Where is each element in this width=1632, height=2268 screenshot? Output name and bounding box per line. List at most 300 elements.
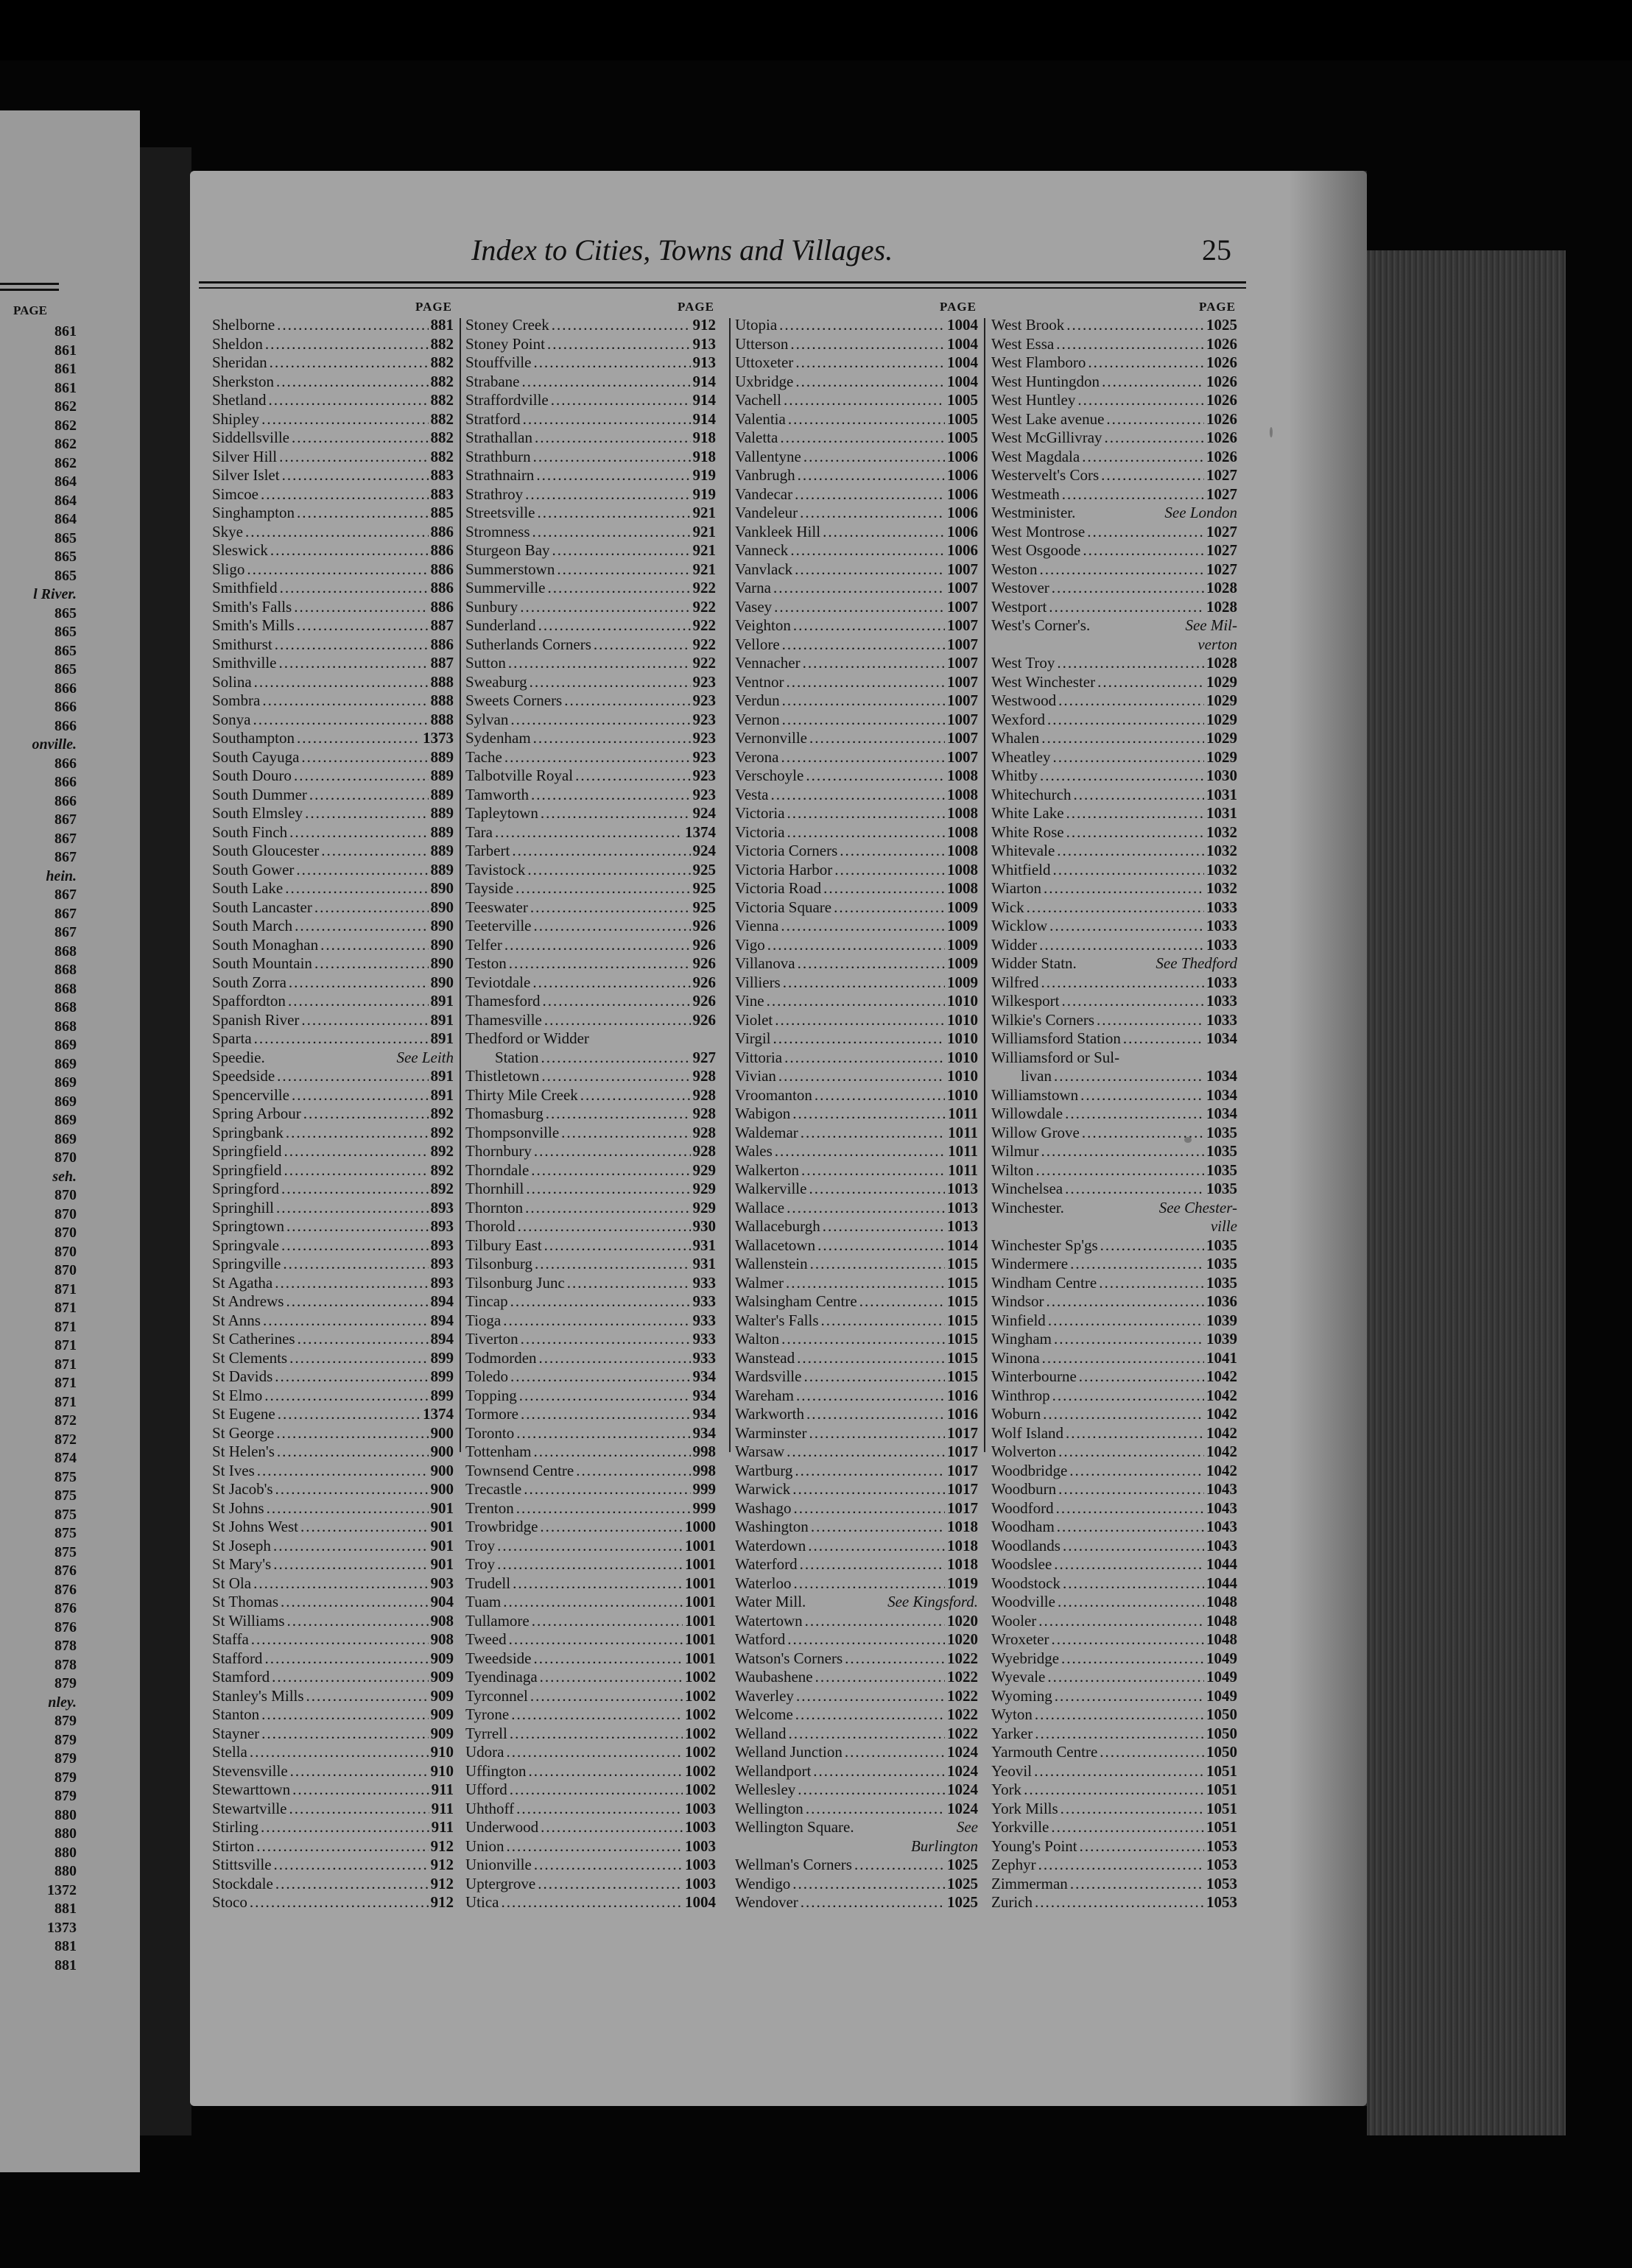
entry-page-number: 925 [692,898,716,916]
index-entry [735,767,978,786]
leader-dots [1097,1011,1204,1030]
index-entry [465,316,716,335]
index-entry [991,1349,1237,1368]
leader-dots [261,1818,429,1837]
index-entry [465,767,716,786]
entry-name: Tyrrell [465,1724,507,1742]
index-entry [735,579,978,598]
entry-name: South Elmsley [212,804,303,822]
left-page-line: 865 [54,549,77,565]
index-entry [212,1875,454,1894]
leader-dots [1061,1649,1204,1669]
entry-name: Weston [991,560,1038,578]
index-entry [991,560,1237,580]
index-entry [212,616,454,635]
entry-page-number: 1051 [1206,1818,1237,1836]
index-entry [991,1837,1237,1856]
index-entry [735,429,978,448]
leader-dots [518,1217,691,1236]
entry-name: Wick [991,898,1024,916]
entry-name: Thornhill [465,1180,524,1197]
index-entry [212,1217,454,1236]
leader-dots [815,1668,945,1687]
left-page-line: 861 [54,361,77,377]
entry-name: Udora [465,1743,504,1761]
left-page-line: hein. [46,867,77,884]
index-entry [735,786,978,805]
leader-dots [806,1405,945,1424]
entry-name: Sunderland [465,616,536,634]
leader-dots [1038,1856,1204,1875]
index-entry [735,1405,978,1424]
entry-page-number: 913 [692,353,716,371]
entry-page-number: 1027 [1206,466,1237,484]
leader-dots [254,673,429,692]
leader-dots [270,353,429,373]
index-entry [212,898,454,918]
left-page-line: 870 [54,1205,77,1222]
entry-name: Thamesville [465,1010,542,1029]
entry-page-number: 1022 [947,1686,978,1705]
entry-name: Strabane [465,372,520,390]
leader-dots [781,748,945,767]
index-entry [991,616,1237,635]
entry-page-number: 1026 [1206,429,1237,446]
entry-name: Ventnor [735,672,784,691]
leader-dots [526,1180,690,1199]
entry-name: Tottenham [465,1443,532,1460]
left-page-line: 881 [54,1938,77,1954]
index-entry [735,523,978,542]
index-entry [465,485,716,504]
index-entry [212,861,454,880]
entry-page-number: 1053 [1206,1836,1237,1855]
leader-dots [542,992,690,1011]
entry-page-number: 928 [692,1123,716,1141]
index-entry [212,485,454,504]
entry-page-number: 1009 [947,898,978,916]
entry-name: Water Mill. [735,1593,806,1610]
entry-page-number: 1029 [1206,672,1237,691]
index-entry [212,1837,454,1856]
entry-name: Tyrconnel [465,1686,528,1705]
left-page-line: 871 [54,1375,77,1391]
leader-dots [1061,1800,1204,1819]
leader-dots [1035,1161,1204,1180]
entry-name: South Monaghan [212,935,319,954]
leader-dots [1061,992,1204,1011]
left-page-line: 870 [54,1149,77,1166]
entry-name: Sturgeon Bay [465,541,550,559]
leader-dots [787,804,945,823]
index-entry [465,448,716,467]
leader-dots [1087,523,1204,542]
entry-page-number: 1024 [947,1781,978,1798]
index-entry [465,466,716,485]
entry-page-number: 1008 [947,879,978,897]
entry-name: Washago [735,1498,792,1517]
index-entry [991,1011,1237,1030]
entry-name: Springbank [212,1123,284,1141]
entry-page-number: 1030 [1206,767,1237,784]
entry-name: Yeovil [991,1761,1033,1780]
leader-dots [282,466,429,485]
leader-dots [1066,316,1204,335]
index-entry [212,391,454,410]
left-page-line: 867 [54,849,77,865]
index-entry [991,691,1237,711]
leader-dots [780,429,945,448]
entry-name: St Davids [212,1367,273,1385]
entry-name: Varna [735,579,771,596]
entry-name: Teeterville [465,917,532,934]
leader-dots [1066,823,1204,842]
left-page-line: 870 [54,1225,77,1241]
entry-page-number: 927 [692,1048,716,1066]
leader-dots [270,541,429,560]
leader-dots [289,823,428,842]
index-entry [465,429,716,448]
entry-page-number: 930 [692,1217,716,1235]
index-entry [212,1443,454,1462]
index-entry [735,466,978,485]
index-entry [212,1387,454,1406]
leader-dots [784,391,945,410]
leader-dots [497,1537,683,1556]
index-entry [991,1236,1237,1256]
left-page-line: 869 [54,1093,77,1110]
leader-dots [1100,1743,1204,1762]
entry-page-number: 1048 [1206,1593,1237,1610]
leader-dots [787,1443,945,1462]
leader-dots [796,1687,945,1706]
index-entry [735,635,978,655]
leader-dots [795,485,945,504]
index-entry [465,1161,716,1180]
entry-page-number: 1005 [947,391,978,409]
leader-dots [1101,466,1204,485]
entry-page-number: 1011 [948,1142,978,1160]
leader-dots [795,1462,945,1481]
index-entry [465,1311,716,1331]
index-entry [735,954,978,973]
left-page-line: 870 [54,1187,77,1203]
leader-dots [823,523,945,542]
leader-dots [262,691,428,711]
index-entry [465,373,716,392]
entry-page-number: 892 [430,1180,454,1197]
leader-dots [541,1067,690,1086]
entry-page-number: 910 [430,1743,454,1761]
index-entry [991,1518,1237,1537]
leader-dots [534,1443,691,1462]
entry-page-number: 886 [430,635,454,653]
entry-name: Wellington [735,1799,803,1817]
entry-page-number: 886 [430,522,454,540]
entry-page-number: 887 [430,616,454,634]
left-page-line: 879 [54,1769,77,1786]
leader-dots [1057,1518,1204,1537]
entry-name: Siddellsville [212,429,289,446]
left-page-line: seh. [52,1168,77,1185]
entry-name: Stockdale [212,1874,273,1892]
leader-dots [286,1217,428,1236]
entry-name: Wellman's Corners [735,1856,852,1873]
index-entry [991,1311,1237,1331]
leader-dots [1063,1537,1204,1556]
leader-dots [798,466,945,485]
scan-top-border [0,0,1632,60]
leader-dots [796,1387,945,1406]
index-entry [465,1029,716,1049]
entry-page-number: 1026 [1206,334,1237,353]
index-entry [991,579,1237,598]
leader-dots [795,373,945,392]
leader-dots [276,1199,428,1218]
entry-name: West Osgoode [991,541,1081,559]
entry-name: Woburn [991,1405,1041,1423]
entry-name: Thornbury [465,1142,532,1160]
entry-page-number: 899 [430,1367,454,1385]
entry-page-number: 1018 [947,1536,978,1554]
leader-dots [806,1800,945,1819]
leader-dots [1100,1236,1204,1256]
entry-page-number: 1009 [947,935,978,954]
entry-name: Winterbourne [991,1367,1077,1385]
leader-dots [303,1105,429,1124]
entry-name: Utterson [735,334,789,353]
index-entry [991,786,1237,805]
leader-dots [1056,1499,1204,1518]
entry-page-number: 999 [692,1498,716,1517]
entry-page-number: 888 [430,710,454,728]
entry-page-number: 1002 [685,1743,716,1761]
entry-page-number: 924 [692,842,716,859]
index-entry [212,1180,454,1199]
entry-page-number: 1035 [1206,1255,1237,1272]
index-entry [991,1668,1237,1687]
entry-name: Winchester Sp'gs [991,1236,1098,1254]
entry-name: St Agatha [212,1273,273,1292]
entry-name: Tuam [465,1593,502,1610]
index-entry [991,448,1237,467]
left-page-line: 872 [54,1412,77,1429]
index-entry [465,1011,716,1030]
entry-page-number: 890 [430,879,454,897]
index-entry [465,1367,716,1387]
entry-page-number: 1020 [947,1611,978,1630]
leader-dots [1035,1705,1204,1725]
leader-dots [823,1217,945,1236]
index-entry [465,691,716,711]
entry-name: St Williams [212,1611,285,1630]
entry-name: Thomasburg [465,1105,544,1122]
entry-name: Wareham [735,1386,794,1404]
entry-name: South March [212,917,293,934]
entry-page-number: 1015 [947,1348,978,1367]
leader-dots [793,1574,945,1593]
index-entry [991,598,1237,617]
leader-dots [1038,1612,1204,1631]
entry-name: Young's Point [991,1836,1077,1855]
entry-page-number: 923 [692,710,716,728]
index-entry [212,373,454,392]
index-entry [465,391,716,410]
index-entry [212,1574,454,1593]
entry-name: Thamesford [465,992,541,1010]
left-page-line: 866 [54,774,77,790]
leader-dots [1055,1687,1204,1706]
index-entry [212,1856,454,1875]
entry-page-number: 919 [692,485,716,503]
entry-name: Whitechurch [991,785,1072,803]
index-entry [465,823,716,842]
entry-page-number: 1007 [947,747,978,766]
index-entry [735,616,978,635]
index-entry [212,1612,454,1631]
entry-name: South Cayuga [212,747,300,766]
left-page-line: 869 [54,1074,77,1091]
index-entry [991,410,1237,429]
leader-dots [301,1011,428,1030]
entry-page-number: 1006 [947,504,978,521]
entry-name: Stafford [212,1649,263,1667]
leader-dots [781,917,945,936]
leader-dots [795,560,945,580]
entry-name: Shipley [212,409,260,428]
entry-page-number: 1034 [1206,1085,1237,1104]
entry-page-number: 903 [430,1574,454,1592]
index-entry [735,898,978,918]
entry-page-number: 1050 [1206,1724,1237,1742]
entry-page-number: 933 [692,1348,716,1367]
index-entry [465,410,716,429]
entry-page-number: 1007 [947,710,978,728]
column-divider [729,318,731,1452]
index-entry [991,1274,1237,1293]
left-page-line: 866 [54,755,77,772]
leader-dots [1106,410,1204,429]
entry-name: West Magdala [991,447,1080,465]
index-entry [465,1387,716,1406]
entry-name: Shetland [212,391,267,409]
entry-name: St Catherines [212,1330,295,1348]
entry-page-number: 1051 [1206,1761,1237,1780]
entry-page-number: 1050 [1206,1705,1237,1723]
index-entry [735,1668,978,1687]
index-entry [212,466,454,485]
leader-dots [557,560,690,580]
leader-dots [801,1161,946,1180]
entry-page-number: 922 [692,579,716,596]
index-entry [991,879,1237,898]
left-page-line: 865 [54,529,77,546]
index-entry [735,1330,978,1349]
entry-name: St Elmo [212,1386,263,1404]
index-entry [991,1480,1237,1499]
entry-page-number: 931 [692,1236,716,1254]
left-page-line: 862 [54,436,77,452]
leader-dots [798,1781,945,1800]
leader-dots [1041,973,1204,993]
leader-dots [786,1274,945,1293]
index-entry [465,1217,716,1236]
leader-dots [806,767,945,786]
index-entry [465,842,716,861]
leader-dots [809,1424,945,1443]
entry-name: Wabigon [735,1105,791,1122]
leader-dots [541,1049,691,1068]
entry-name: St Clements [212,1348,288,1367]
left-page-line: 867 [54,924,77,940]
entry-name: South Gower [212,860,295,878]
entry-name: Uhthoff [465,1799,515,1817]
entry-page-number: 893 [430,1217,454,1235]
index-entry [212,1086,454,1105]
left-page-line: 861 [54,342,77,359]
entry-name: Vroomanton [735,1085,812,1104]
index-entry [991,1424,1237,1443]
entry-page-number: 1033 [1206,917,1237,934]
leader-dots [275,635,429,655]
entry-page-number: 1053 [1206,1856,1237,1873]
left-page-line: 875 [54,1543,77,1560]
left-page-line: 869 [54,1055,77,1072]
entry-name: Winthrop [991,1386,1050,1404]
entry-page-number: 1029 [1206,729,1237,747]
entry-name: Stoney Point [465,334,545,353]
leader-dots [840,842,945,861]
entry-page-number: 1008 [947,785,978,803]
leader-dots [256,1837,428,1856]
entry-page-number: 1049 [1206,1686,1237,1705]
index-entry [212,1649,454,1669]
leader-dots [1041,729,1204,748]
left-page-line: 871 [54,1393,77,1410]
entry-page-number: 1053 [1206,1874,1237,1892]
leader-dots [285,879,428,898]
entry-name: Tilsonburg [465,1255,533,1272]
entry-name: York Mills [991,1799,1058,1817]
entry-page-number: 1026 [1206,447,1237,465]
entry-page-number: 1000 [685,1518,716,1535]
left-page-line: 868 [54,999,77,1015]
leader-dots [541,1818,683,1837]
entry-name: Wales [735,1142,773,1160]
leader-dots [531,786,690,805]
entry-page-number: 926 [692,1010,716,1029]
index-entry [465,1462,716,1481]
left-page-line: 868 [54,943,77,959]
index-entry [465,1593,716,1612]
leader-dots [516,879,690,898]
leader-dots [1042,1349,1204,1368]
entry-name: Whitfield [991,860,1051,878]
entry-name: Sligo [212,560,245,578]
entry-page-number: 1022 [947,1705,978,1723]
entry-page-number: 912 [692,316,716,334]
index-entry [991,504,1237,523]
leader-dots [773,579,945,598]
index-entry [212,1367,454,1387]
entry-page-number: 1053 [1206,1893,1237,1911]
index-entry [465,1292,716,1311]
leader-dots [275,1274,428,1293]
entry-page-number: 893 [430,1255,454,1272]
leader-dots [1054,1330,1204,1349]
leader-dots [782,635,945,655]
leader-dots [576,1462,690,1481]
